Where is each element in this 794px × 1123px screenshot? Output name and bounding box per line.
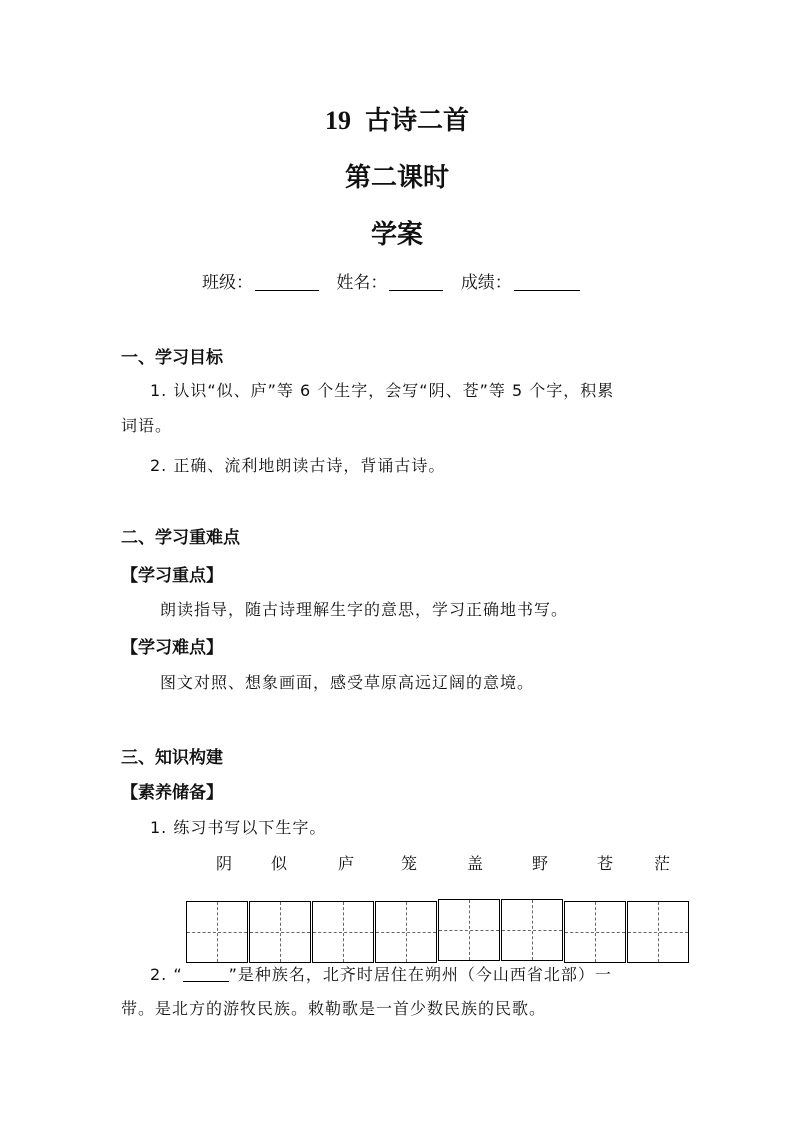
practice-char: 似: [271, 854, 288, 873]
name-field[interactable]: [389, 272, 443, 291]
class-field[interactable]: [255, 272, 319, 291]
writing-cell[interactable]: [312, 901, 374, 963]
lesson-title: [0, 100, 794, 137]
writing-cell[interactable]: [564, 901, 626, 963]
question-2-prefix: 2. “: [150, 965, 183, 984]
score-field[interactable]: [514, 272, 580, 291]
answer-blank[interactable]: [183, 965, 229, 982]
practice-char: 苍: [597, 854, 614, 873]
section1-heading: 一、学习目标: [121, 348, 223, 368]
writing-cell[interactable]: [438, 899, 500, 961]
question-2-line2: 带。是北方的游牧民族。敕勒歌是一首少数民族的民歌。: [121, 999, 547, 1018]
practice-char: 茫: [654, 854, 671, 873]
lesson-number: 19: [324, 106, 351, 135]
key-point-text: 朗读指导，随古诗理解生字的意思，学习正确地书写。: [160, 600, 569, 619]
student-info-line: [202, 268, 592, 293]
score-label: 成绩：: [460, 273, 512, 293]
writing-cell[interactable]: [186, 901, 248, 963]
name-label: 姓名：: [336, 273, 388, 293]
section3-heading: 三、知识构建: [121, 748, 223, 768]
key-point-label: 【学习重点】: [121, 566, 223, 586]
period-title: 第二课时: [344, 163, 449, 193]
difficulty-label: 【学习难点】: [121, 638, 223, 658]
section2-heading: 二、学习重难点: [121, 528, 240, 548]
practice-char: 庐: [338, 854, 355, 873]
writing-cell[interactable]: [627, 901, 689, 963]
question-2-suffix: ”是种族名，北齐时居住在朔州（今山西省北部）一: [228, 965, 612, 984]
writing-grid: [186, 901, 690, 963]
practice-char: 笼: [401, 854, 418, 873]
writing-cell[interactable]: [501, 899, 563, 961]
writing-cell[interactable]: [375, 901, 437, 963]
practice-instruction: 1. 练习书写以下生字。: [150, 818, 327, 837]
practice-char: 野: [532, 854, 549, 873]
difficulty-text: 图文对照、想象画面，感受草原高远辽阔的意境。: [160, 673, 535, 692]
objective-1-line1: 1. 认识“似、庐”等 6 个生字，会写“阴、苍”等 5 个字，积累: [150, 381, 615, 400]
writing-cell[interactable]: [249, 901, 311, 963]
preparation-label: 【素养储备】: [121, 783, 223, 803]
objective-2: 2. 正确、流利地朗读古诗，背诵古诗。: [150, 456, 446, 475]
doc-type-title: 学案: [370, 220, 423, 250]
practice-char: 阴: [216, 854, 233, 873]
question-2-line1: [150, 962, 612, 985]
practice-char: 盖: [467, 854, 484, 873]
class-label: 班级：: [202, 273, 253, 293]
lesson-title-text: 古诗二首: [364, 106, 469, 136]
objective-1-line2: 词语。: [121, 416, 173, 435]
